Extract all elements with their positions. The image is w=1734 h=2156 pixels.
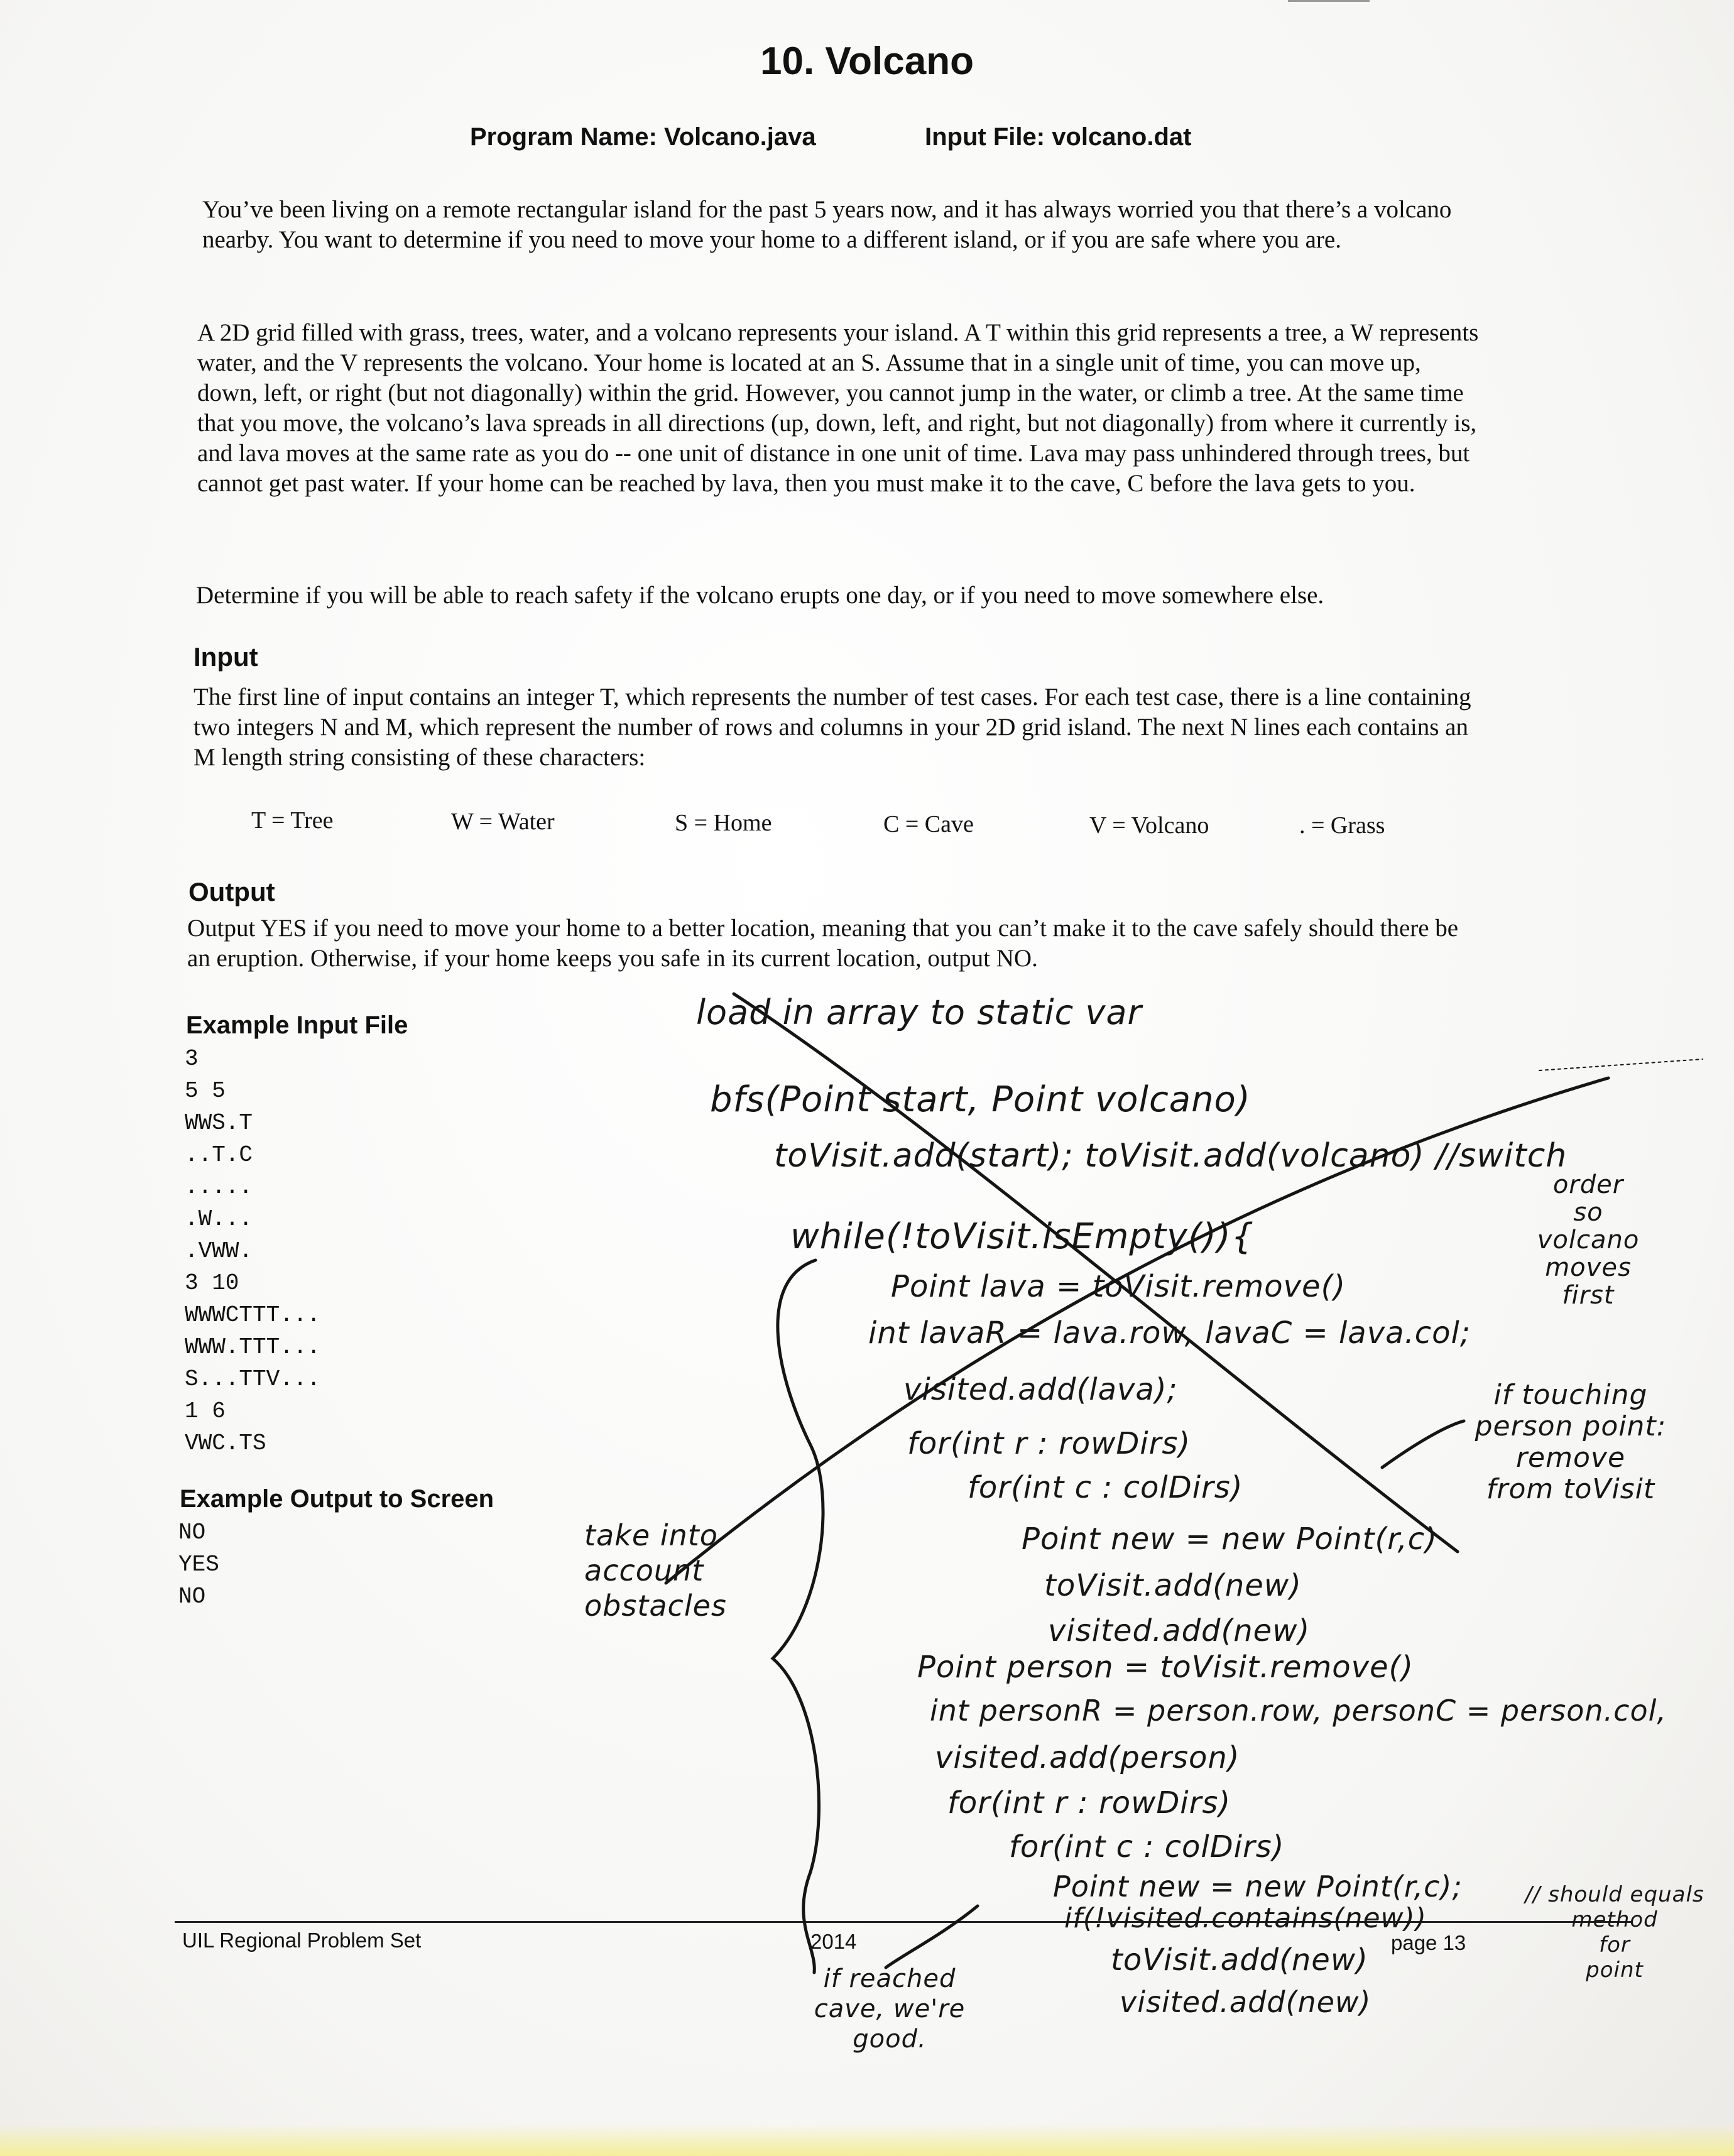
intro-paragraph: You’ve been living on a remote rectangular island for the past 5 years now, and it has always worried you that there’s a volcano nearby. You want to determine if you need to move your home to a different island, or if you are safe where you are. <box>202 196 1452 253</box>
legend-grass: . = Grass <box>1299 812 1385 839</box>
example-input-line: .W... <box>185 1206 253 1232</box>
footer-page: page 13 <box>1391 1931 1466 1954</box>
hw-note-cave-line: good. <box>853 2025 927 2054</box>
output-description: Output YES if you need to move your home to a better location, meaning that you can’t make it to the cave safely should there be an eruption. Otherwise, if your home keeps you safe in its current location, output NO. <box>187 915 1459 972</box>
example-input-line: VWC.TS <box>185 1430 266 1456</box>
hw-lava-remove: Point lava = toVisit.remove() <box>891 1269 1346 1304</box>
example-input-line: 3 10 <box>185 1270 239 1296</box>
example-input-line: .VWW. <box>185 1238 253 1264</box>
legend-water: W = Water <box>451 808 555 835</box>
hw-lava-tovisit-add: toVisit.add(new) <box>1044 1568 1302 1603</box>
example-input-heading: Example Input File <box>186 1011 408 1039</box>
example-input-line: 5 5 <box>185 1078 226 1104</box>
footer-left: UIL Regional Problem Set <box>182 1929 422 1952</box>
hw-queue-add: toVisit.add(start); toVisit.add(volcano) //switch <box>774 1137 1568 1175</box>
legend-cave: C = Cave <box>883 811 974 837</box>
left-brace <box>773 1260 823 1973</box>
hw-person-new-point: Point new = new Point(r,c); <box>1053 1870 1463 1903</box>
hw-note-equals-line: point <box>1586 1957 1644 1983</box>
hw-bfs-signature: bfs(Point start, Point volcano) <box>710 1079 1251 1120</box>
dotted-margin-line <box>1539 1059 1703 1070</box>
hw-lava-for-cols: for(int c : colDirs) <box>968 1470 1243 1505</box>
hw-person-visited-add: visited.add(new) <box>1120 1985 1371 2019</box>
arrow-to-touching-note <box>1382 1421 1464 1467</box>
hw-person-for-cols: for(int c : colDirs) <box>1009 1829 1285 1865</box>
hw-person-visited: visited.add(person) <box>935 1740 1240 1775</box>
hw-note-touching-line: if touching <box>1493 1379 1648 1411</box>
hw-note-equals-line: method <box>1571 1907 1658 1932</box>
example-input-line: WWS.T <box>185 1110 253 1136</box>
example-input-line: WWW.TTT... <box>185 1334 321 1360</box>
example-output-line: YES <box>178 1552 219 1577</box>
hw-note-obstacles-line: obstacles <box>584 1589 727 1623</box>
problem-title: 10. Volcano <box>760 40 974 83</box>
input-description: The first line of input contains an integer T, which represents the number of test cases. For each test case, there is a line containing two integers N and M, which represent the number of rows and columns in your 2D grid island. The next N lines each contains an M length string consisting of these characters: <box>194 683 1471 771</box>
legend-home: S = Home <box>675 810 772 836</box>
hw-person-coords: int personR = person.row, personC = person.col, <box>930 1694 1667 1728</box>
example-input-line: WWWCTTT... <box>185 1302 321 1328</box>
hw-note-load: load in array to static var <box>696 993 1142 1032</box>
legend-volcano: V = Volcano <box>1089 812 1209 839</box>
hw-note-cave-line: cave, we're <box>814 1995 966 2023</box>
example-output-line: NO <box>178 1520 206 1545</box>
example-input-line: 1 6 <box>185 1398 226 1424</box>
hw-lava-for-rows: for(int r : rowDirs) <box>907 1426 1191 1461</box>
hw-lava-new-point: Point new = new Point(r,c) <box>1022 1522 1437 1557</box>
hw-person-tovisit-add: toVisit.add(new) <box>1111 1942 1368 1978</box>
hw-note-obstacles-line: take into <box>584 1518 718 1552</box>
rules-paragraph: A 2D grid filled with grass, trees, water, and a volcano represents your island. A T within this grid represents a tree, a W represents water, and the V represents the volcano. Your home is located at an S. Assume that in a single unit of time, you can move up, down, left, or right (but not diagonally) within the grid. However, you cannot jump in the water, or climb a tree. At the same time that you move, the volcano’s lava spreads in all directions (up, down, left, and right, but not diagonally) from where it currently is, and lava moves at the same rate as you do -- one unit of distance in one unit of time. Lava may pass unhindered through trees, but cannot get past water. If your home can be reached by lava, then you must make it to the cave, C before the lava gets to you. <box>197 319 1479 497</box>
example-input-line: ..T.C <box>185 1142 253 1168</box>
input-file-name: Input File: volcano.dat <box>925 123 1192 151</box>
hw-note-switch-line: moves <box>1545 1253 1632 1282</box>
hw-note-switch-line: first <box>1562 1281 1615 1310</box>
hw-note-switch-line: so volcano <box>1537 1198 1640 1255</box>
footer-year: 2014 <box>810 1930 857 1953</box>
hw-note-obstacles-line: account <box>584 1554 704 1587</box>
cross-out-stroke-up <box>666 1078 1608 1583</box>
cross-out-stroke-down <box>734 994 1458 1552</box>
hw-note-cave-line: if reached <box>823 1964 956 1993</box>
example-output-heading: Example Output to Screen <box>180 1485 494 1513</box>
hw-note-touching-line: person point: <box>1475 1410 1667 1442</box>
legend-tree: T = Tree <box>251 807 334 834</box>
hw-note-switch-line: order <box>1552 1170 1624 1199</box>
example-input-line: S...TTV... <box>185 1366 321 1392</box>
hw-lava-visited: visited.add(lava); <box>903 1372 1178 1407</box>
input-heading: Input <box>194 642 258 672</box>
hw-while-loop: while(!toVisit.isEmpty()){ <box>790 1216 1255 1257</box>
hw-person-for-rows: for(int r : rowDirs) <box>947 1785 1231 1821</box>
output-heading: Output <box>188 877 275 906</box>
example-input-line: 3 <box>185 1046 199 1072</box>
hw-note-equals-line: // should equals <box>1525 1882 1704 1907</box>
example-output-line: NO <box>178 1584 206 1609</box>
hw-note-touching-line: remove <box>1515 1442 1626 1474</box>
hw-lava-visited-add: visited.add(new) <box>1048 1613 1311 1648</box>
hw-note-equals-line: for <box>1599 1932 1630 1957</box>
hw-visited-check: if(!visited.contains(new)) <box>1064 1902 1427 1934</box>
example-input-line: ..... <box>185 1174 253 1200</box>
scan-edge-glow <box>0 2123 1734 2156</box>
hw-lava-coords: int lavaR = lava.row, lavaC = lava.col; <box>868 1315 1471 1351</box>
program-name: Program Name: Volcano.java <box>470 123 816 151</box>
task-paragraph: Determine if you will be able to reach safety if the volcano erupts one day, or if you need to move somewhere else. <box>196 582 1324 609</box>
arrow-to-cave-note <box>886 1906 978 1968</box>
hw-person-remove: Point person = toVisit.remove() <box>917 1650 1414 1685</box>
hw-note-touching-line: from toVisit <box>1486 1473 1655 1505</box>
